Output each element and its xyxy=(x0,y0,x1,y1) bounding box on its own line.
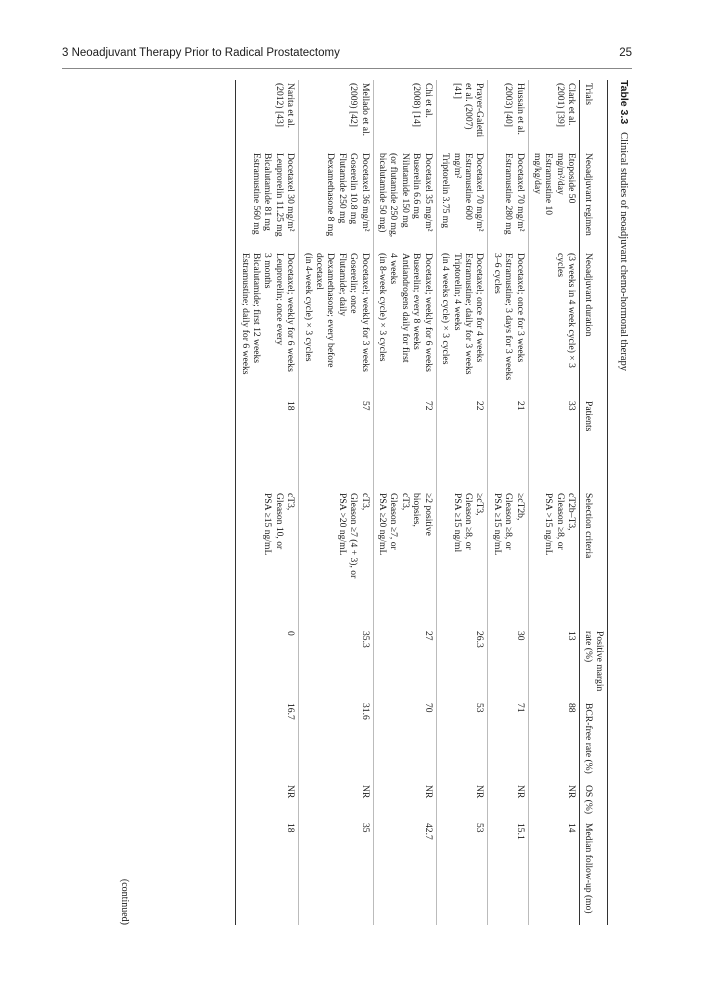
criteria-cell: cT3, Gleason ≥7 (4 + 3), or PSA >20 ng/mL xyxy=(299,490,373,628)
patients-cell: 22 xyxy=(436,398,488,490)
continued-note: (continued) xyxy=(119,878,130,925)
patients-cell: 21 xyxy=(488,398,528,490)
os-cell: NR xyxy=(373,782,436,820)
table-caption-text: Clinical studies of neoadjuvant chemo-hormonal therapy xyxy=(618,132,629,371)
margin-cell: 13 xyxy=(528,628,580,700)
header-rule xyxy=(62,68,632,69)
table-row xyxy=(299,80,373,925)
bcr-cell: 53 xyxy=(436,700,488,782)
bcr-cell: 16.7 xyxy=(236,700,299,782)
chapter-title: 3 Neoadjuvant Therapy Prior to Radical Prostatectomy xyxy=(62,47,340,59)
running-header xyxy=(62,47,632,67)
column-header: Selection criteria xyxy=(580,490,608,628)
followup-cell: 15.1 xyxy=(488,820,528,925)
patients-cell: 57 xyxy=(299,398,373,490)
patients-cell: 33 xyxy=(528,398,580,490)
patients-cell: 72 xyxy=(373,398,436,490)
followup-cell: 14 xyxy=(528,820,580,925)
margin-cell: 35.3 xyxy=(299,628,373,700)
table-row xyxy=(436,80,488,925)
criteria-cell: cT2b–T3, Gleason ≥8, or PSA >15 ng/mL xyxy=(528,490,580,628)
regimen-cell: Docetaxel 70 mg/m² Estramustine 280 mg xyxy=(488,150,528,250)
table-row xyxy=(236,80,299,925)
table-header-row xyxy=(580,80,608,925)
criteria-cell: cT3, Gleason 10, or PSA ≥15 ng/mL xyxy=(236,490,299,628)
regimen-cell: Docetaxel 36 mg/m² Goserelin 10.8 mg Flutamide 250 mg Dexamethasone 8 mg xyxy=(299,150,373,250)
duration-cell: Docetaxel; weekly for 3 weeks Goserelin; once Flutamide; daily Dexamethasone; every before docetaxel (in 4-week cycle) × 3 cycles xyxy=(299,250,373,398)
column-header: BCR-free rate (%) xyxy=(580,700,608,782)
criteria-cell: ≥cT3, Gleason ≥8, or PSA ≥15 ng/ml xyxy=(436,490,488,628)
table-row xyxy=(373,80,436,925)
column-header: Patients xyxy=(580,398,608,490)
regimen-cell: Docetaxel 35 mg/m² Buserelin 6.6 mg Nilutamide 150 mg (or flutamide 250 mg, bicalutamide 50 mg) xyxy=(373,150,436,250)
bcr-cell: 71 xyxy=(488,700,528,782)
trial-cell: Prayer-Galetti et al. (2007) [41] xyxy=(436,80,488,150)
table-row xyxy=(528,80,580,925)
rotated-table-block xyxy=(70,80,630,925)
patients-cell: 18 xyxy=(236,398,299,490)
duration-cell: (3 weeks in 4 week cycle) × 3 cycles xyxy=(528,250,580,398)
margin-cell: 27 xyxy=(373,628,436,700)
clinical-studies-table xyxy=(235,80,608,925)
os-cell: NR xyxy=(299,782,373,820)
margin-cell: 0 xyxy=(236,628,299,700)
followup-cell: 53 xyxy=(436,820,488,925)
os-cell: NR xyxy=(528,782,580,820)
regimen-cell: Etoposide 50 mg/m²/day Estramustine 10 mg/kg/day xyxy=(528,150,580,250)
trial-cell: Mellado et al. (2009) [42] xyxy=(299,80,373,150)
column-header: OS (%) xyxy=(580,782,608,820)
criteria-cell: ≥2 positive biopsies, cT3, Gleason ≥7, or PSA ≥20 ng/mL xyxy=(373,490,436,628)
column-header: Neoadjuvant duration xyxy=(580,250,608,398)
os-cell: NR xyxy=(436,782,488,820)
column-header: Positive margin rate (%) xyxy=(580,628,608,700)
trial-cell: Narita et al. (2012) [43] xyxy=(236,80,299,150)
followup-cell: 18 xyxy=(236,820,299,925)
followup-cell: 35 xyxy=(299,820,373,925)
bcr-cell: 31.6 xyxy=(299,700,373,782)
table-caption xyxy=(612,80,630,925)
trial-cell: Hussain et al. (2003) [40] xyxy=(488,80,528,150)
trial-cell: Clark et al. (2001) [39] xyxy=(528,80,580,150)
column-header: Neoadjuvant regimen xyxy=(580,150,608,250)
page-number: 25 xyxy=(619,47,632,59)
column-header: Median follow-up (mo) xyxy=(580,820,608,925)
margin-cell: 26.3 xyxy=(436,628,488,700)
criteria-cell: ≥cT2b, Gleason ≥8, or PSA ≥15 ng/mL xyxy=(488,490,528,628)
regimen-cell: Docetaxel 70 mg/m² Estramustine 600 mg/m² Triptorelin 3.75 mg xyxy=(436,150,488,250)
duration-cell: Docetaxel; weekly for 6 weeks Leuprorelin; once every 3 months Bicalutamide; first 12 weeks Estramustine; daily for 6 weeks xyxy=(236,250,299,398)
os-cell: NR xyxy=(488,782,528,820)
table-row xyxy=(488,80,528,925)
regimen-cell: Docetaxel 30 mg/m² Leuprorelin 11.25 mg Bicalutamide 81 mg Estramustine 560 mg xyxy=(236,150,299,250)
table-label: Table 3.3 xyxy=(618,80,630,125)
bcr-cell: 70 xyxy=(373,700,436,782)
os-cell: NR xyxy=(236,782,299,820)
margin-cell: 30 xyxy=(488,628,528,700)
duration-cell: Docetaxel; weekly for 6 weeks Buserelin; every 8 weeks Antiandrogens daily for first 4 weeks (in 8-week cycle) × 3 cycles xyxy=(373,250,436,398)
followup-cell: 42.7 xyxy=(373,820,436,925)
duration-cell: Docetaxel; once for 3 weeks Estramustine; 3 days for 3 weeks 3–6 cycles xyxy=(488,250,528,398)
bcr-cell: 88 xyxy=(528,700,580,782)
trial-cell: Chi et al. (2008) [14] xyxy=(373,80,436,150)
column-header: Trials xyxy=(580,80,608,150)
duration-cell: Docetaxel; once for 4 weeks Estramustine; daily for 3 weeks Triptorelin; 4 weeks (in 4 weeks cycle) × 3 cycles xyxy=(436,250,488,398)
